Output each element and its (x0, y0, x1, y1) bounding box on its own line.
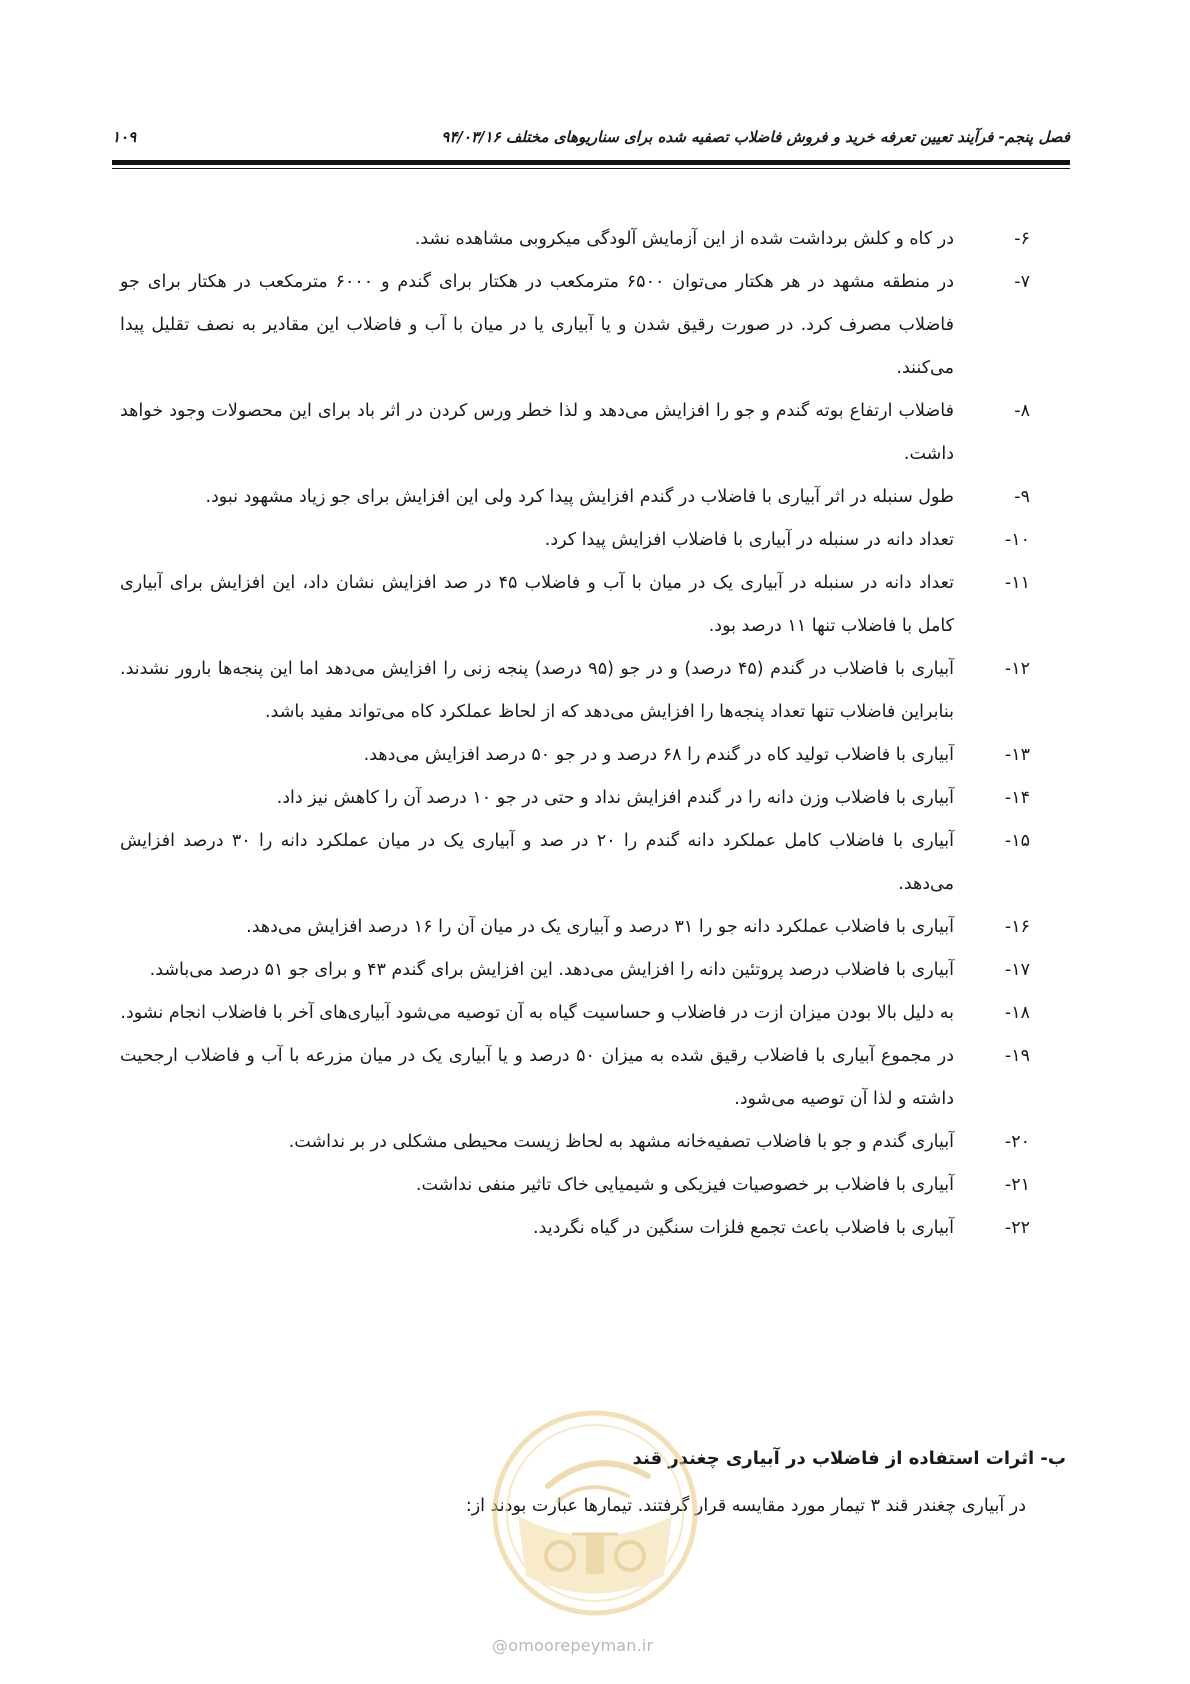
list-item (120, 261, 1030, 390)
item-number: ۲۰- (1004, 1132, 1030, 1152)
item-number: ۱۵- (1004, 831, 1030, 851)
item-text: آبیاری با فاضلاب درصد پروتئین دانه را افزایش می‌دهد. این افزایش برای گندم ۴۳ و برای جو ۵۱ درصد می‌باشد. (149, 960, 954, 980)
item-number: ۱۲- (1004, 659, 1030, 679)
header-rule-thick (112, 160, 1070, 165)
item-text: به دلیل بالا بودن میزان ازت در فاضلاب و حساسیت گیاه به آن توصیه می‌شود آبیاری‌های آخر با فاضلاب انجام نشود. (120, 1003, 954, 1023)
list-item (120, 906, 1030, 949)
list-item (120, 562, 1030, 648)
item-number: ۱۷- (1004, 960, 1030, 980)
item-number: ۱۳- (1004, 745, 1030, 765)
item-number: ۲۱- (1004, 1175, 1030, 1195)
list-item (120, 992, 1030, 1035)
item-number: ۷- (1014, 272, 1030, 292)
item-text: آبیاری با فاضلاب وزن دانه را در گندم افزایش نداد و حتی در جو ۱۰ درصد آن را کاهش نیز داد. (276, 788, 954, 808)
list-item (120, 648, 1030, 734)
item-text: آبیاری با فاضلاب در گندم (۴۵ درصد) و در جو (۹۵ درصد) پنجه زنی را افزایش می‌دهد اما این پنجه‌ها بارور نشدند. بنابراین فاضلاب تنها تعداد پنجه‌ها را افزایش می‌دهد که از لحاظ عملکرد کاه می‌تواند مفید باشد. (120, 659, 955, 722)
list-item (120, 777, 1030, 820)
item-text: آبیاری با فاضلاب باعث تجمع فلزات سنگین در گیاه نگردید. (533, 1218, 954, 1238)
item-number: ۱۴- (1004, 788, 1030, 808)
list-item (120, 476, 1030, 519)
item-text: آبیاری با فاضلاب عملکرد دانه جو را ۳۱ درصد و آبیاری یک در میان آن را ۱۶ درصد افزایش می‌دهد. (246, 917, 954, 937)
item-text: فاضلاب ارتفاع بوته گندم و جو را افزایش می‌دهد و لذا خطر ورس کردن در اثر باد برای این محصولات وجود خواهد داشت. (120, 401, 954, 464)
item-text: در مجموع آبیاری با فاضلاب رقیق شده به میزان ۵۰ درصد و یا آبیاری یک در میان مزرعه با آب و فاضلاب ارجحیت داشته و لذا آن توصیه می‌شود. (120, 1046, 954, 1109)
list-item (120, 1207, 1030, 1250)
item-number: ۱۰- (1004, 530, 1030, 550)
item-number: ۸- (1014, 401, 1030, 421)
list-item (120, 390, 1030, 476)
item-number: ۲۲- (1004, 1218, 1030, 1238)
section-heading: ب- اثرات استفاده از فاضلاب در آبیاری چغندر قند (632, 1448, 1066, 1469)
list-item (120, 949, 1030, 992)
item-text: آبیاری با فاضلاب کامل عملکرد دانه گندم را ۲۰ در صد و آبیاری یک در میان عملکرد دانه را ۳۰ درصد افزایش می‌دهد. (120, 831, 954, 894)
list-item (120, 1121, 1030, 1164)
watermark-seal-icon (488, 1406, 702, 1620)
list-item (120, 519, 1030, 562)
item-number: ۱۱- (1004, 573, 1030, 593)
item-text: آبیاری با فاضلاب تولید کاه در گندم را ۶۸ درصد و در جو ۵۰ درصد افزایش می‌دهد. (363, 745, 954, 765)
item-text: آبیاری گندم و جو با فاضلاب تصفیه‌خانه مشهد به لحاظ زیست محیطی مشکلی در بر نداشت. (288, 1132, 954, 1152)
findings-list (120, 218, 1030, 1250)
chapter-title: فصل پنجم- فرآیند تعیین تعرفه خرید و فروش فاضلاب تصفیه شده برای سناریوهای مختلف ۹۴/۰۳/۱۶ (441, 128, 1070, 146)
item-number: ۱۶- (1004, 917, 1030, 937)
section-intro: در آبیاری چغندر قند ۳ تیمار مورد مقایسه قرار گرفتند. تیمارها عبارت بودند از: (465, 1496, 1026, 1516)
running-header (112, 128, 1070, 158)
list-item (120, 1164, 1030, 1207)
item-text: طول سنبله در اثر آبیاری با فاضلاب در گندم افزایش پیدا کرد ولی این افزایش برای جو زیاد مشهود نبود. (205, 487, 954, 507)
item-number: ۹- (1014, 487, 1030, 507)
item-number: ۱۸- (1004, 1003, 1030, 1023)
header-rule-thin (112, 168, 1070, 169)
item-text: آبیاری با فاضلاب بر خصوصیات فیزیکی و شیمیایی خاک تاثیر منفی نداشت. (415, 1175, 954, 1195)
watermark-url: @omoorepeyman.ir (492, 1636, 654, 1655)
item-text: تعداد دانه در سنبله در آبیاری با فاضلاب افزایش پیدا کرد. (544, 530, 954, 550)
page-number: ۱۰۹ (112, 128, 137, 146)
list-item (120, 218, 1030, 261)
item-number: ۱۹- (1004, 1046, 1030, 1066)
item-text: تعداد دانه در سنبله در آبیاری یک در میان با آب و فاضلاب ۴۵ در صد افزایش نشان داد، این افزایش برای آبیاری کامل با فاضلاب تنها ۱۱ درصد بود. (120, 573, 954, 636)
list-item (120, 1035, 1030, 1121)
item-text: در منطقه مشهد در هر هکتار می‌توان ۶۵۰۰ مترمکعب در هکتار برای گندم و ۶۰۰۰ مترمکعب در هکتار برای جو فاضلاب مصرف کرد. در صورت رقیق شدن و یا آبیاری یا در میان با آب و فاضلاب این مقادیر به نصف تقلیل پیدا می‌کنند. (120, 272, 954, 378)
list-item (120, 820, 1030, 906)
item-text: در کاه و کلش برداشت شده از این آزمایش آلودگی میکروبی مشاهده نشد. (414, 229, 954, 249)
item-number: ۶- (1014, 229, 1030, 249)
list-item (120, 734, 1030, 777)
